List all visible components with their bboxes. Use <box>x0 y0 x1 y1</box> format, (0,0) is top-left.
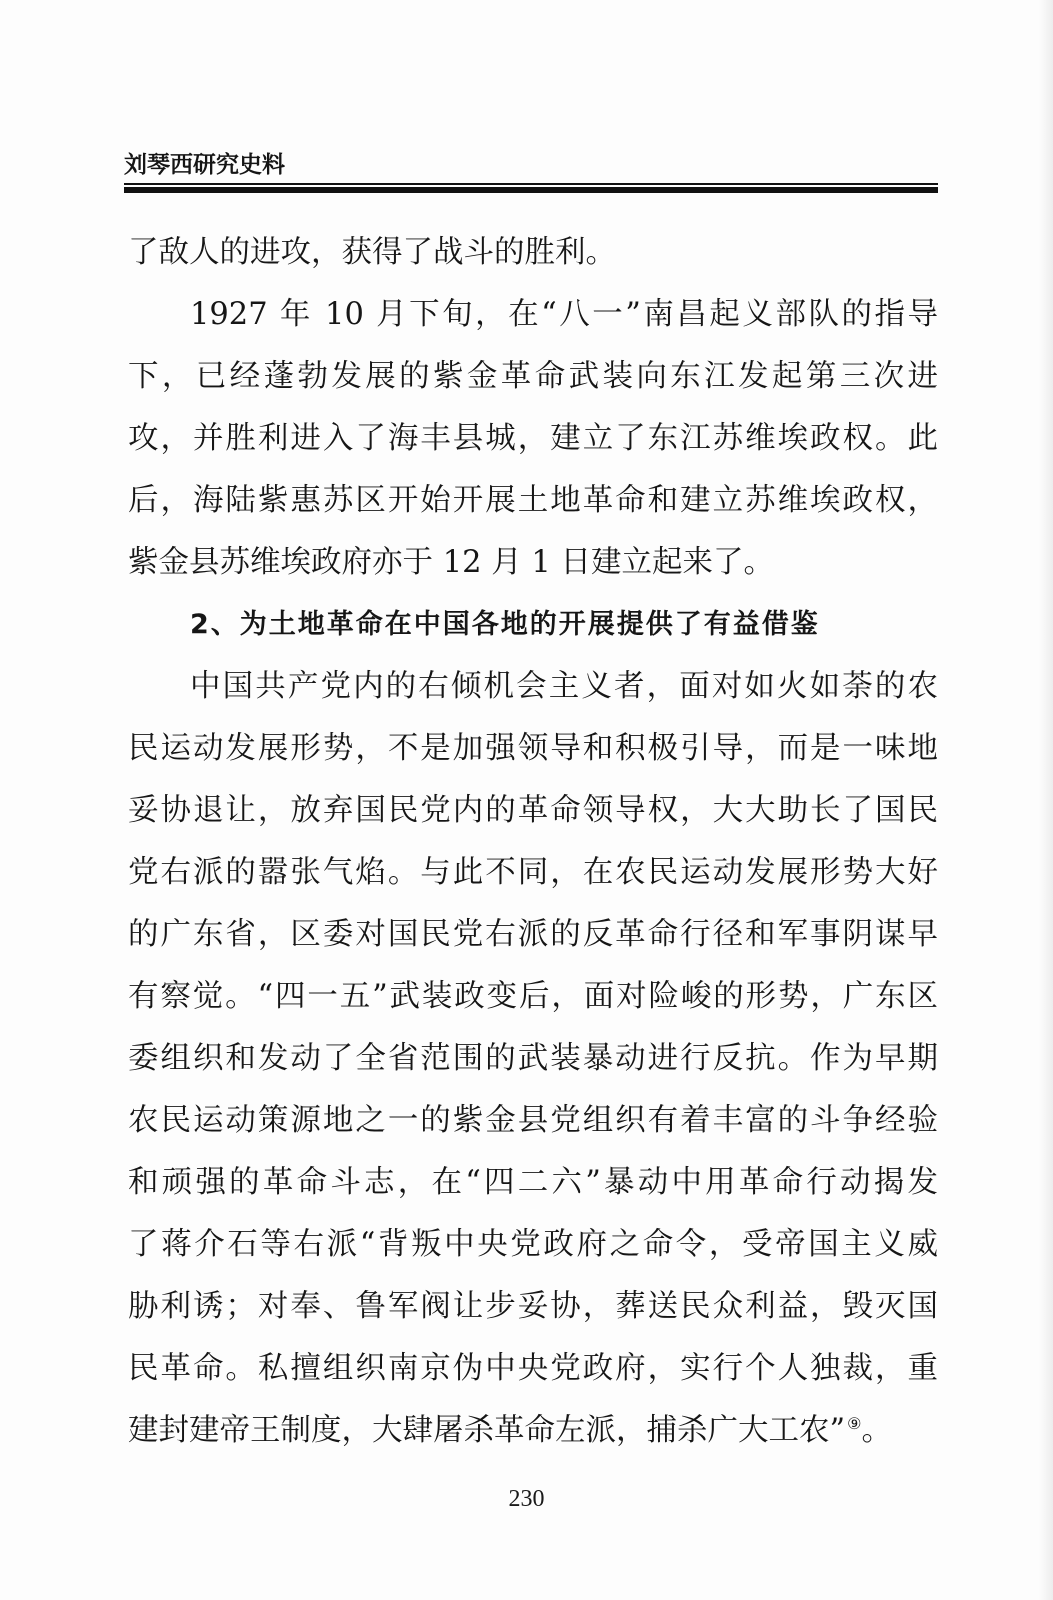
text-line: 攻，并胜利进入了海丰县城，建立了东江苏维埃政权。此 <box>128 421 938 456</box>
text-line: 有察觉。“四一五”武装政变后，面对险峻的形势，广东区 <box>128 979 938 1014</box>
running-header <box>124 150 938 180</box>
header-rule-thin <box>124 183 938 185</box>
text-line: 委组织和发动了全省范围的武装暴动进行反抗。作为早期 <box>128 1041 938 1076</box>
closing-punctuation: 。 <box>861 1413 892 1448</box>
text-line: 党右派的嚣张气焰。与此不同，在农民运动发展形势大好 <box>128 855 938 890</box>
text-line: 农民运动策源地之一的紫金县党组织有着丰富的斗争经验 <box>128 1103 938 1138</box>
text-line: 和顽强的革命斗志，在“四二六”暴动中用革命行动揭发 <box>128 1165 938 1200</box>
text-line: 的广东省，区委对国民党右派的反革命行径和军事阴谋早 <box>128 917 938 952</box>
text-line-last <box>128 1400 938 1462</box>
text-line: 1927 年 10 月下旬，在“八一”南昌起义部队的指导 <box>190 297 938 332</box>
page-number: 230 <box>508 1486 545 1512</box>
text-line: 妥协退让，放弃国民党内的革命领导权，大大助长了国民 <box>128 793 938 828</box>
text-line: 了蒋介石等右派“背叛中央党政府之命令，受帝国主义威 <box>128 1227 938 1262</box>
section-heading: 2、为土地革命在中国各地的开展提供了有益借鉴 <box>190 609 820 640</box>
header-rule-thick <box>124 187 938 193</box>
text-line: 中国共产党内的右倾机会主义者，面对如火如荼的农 <box>190 669 938 704</box>
text-line: 胁利诱；对奉、鲁军阀让步妥协，葬送民众利益，毁灭国 <box>128 1289 938 1324</box>
running-header-title: 刘琴西研究史料 <box>124 152 285 178</box>
page-edge-shadow <box>1039 0 1053 1600</box>
text-line-content: 建封建帝王制度，大肆屠杀革命左派，捕杀广大工农” <box>128 1413 846 1448</box>
text-line: 下，已经蓬勃发展的紫金革命武装向东江发起第三次进 <box>128 359 938 394</box>
text-line: 民运动发展形势，不是加强领导和积极引导，而是一味地 <box>128 731 938 766</box>
body-text <box>128 222 938 1462</box>
text-line: 了敌人的进攻，获得了战斗的胜利。 <box>128 235 616 270</box>
footnote-reference[interactable]: ⑨ <box>847 1413 862 1433</box>
text-line: 紫金县苏维埃政府亦于 12 月 1 日建立起来了。 <box>128 545 774 580</box>
text-line: 民革命。私擅组织南京伪中央党政府，实行个人独裁，重 <box>128 1351 938 1386</box>
text-line: 后，海陆紫惠苏区开始开展土地革命和建立苏维埃政权， <box>128 483 938 518</box>
